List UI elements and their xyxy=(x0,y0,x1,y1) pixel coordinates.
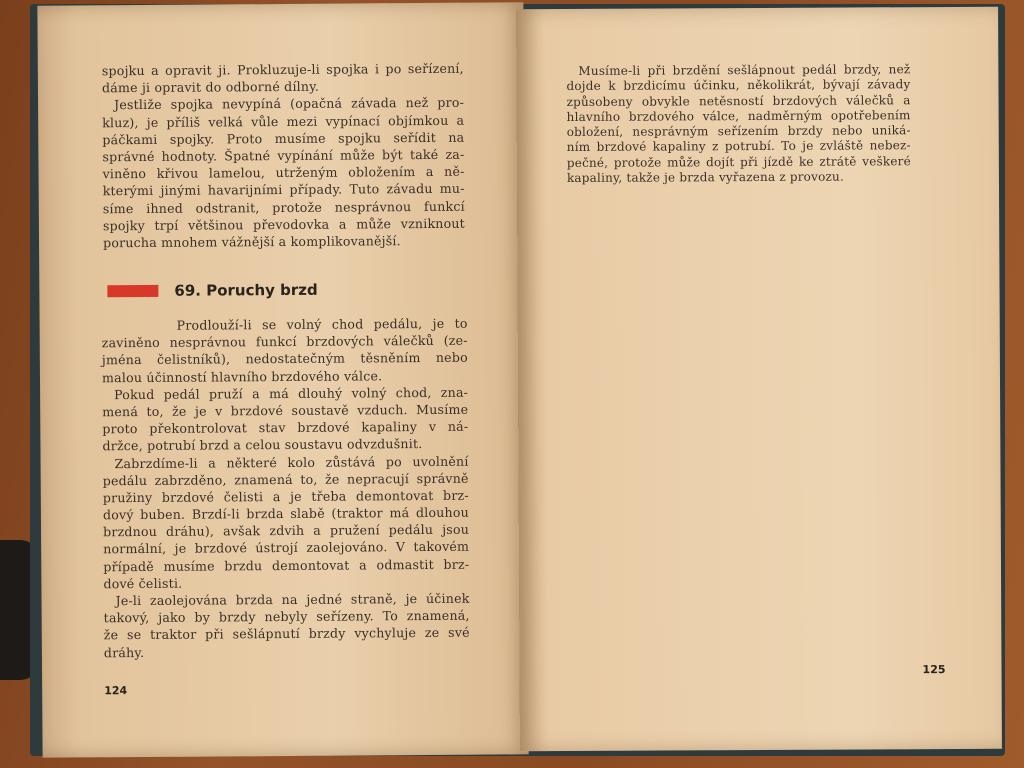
text-line: obložení, nesprávným seřízením brzdy nebo uniká- xyxy=(566,123,911,140)
paragraph xyxy=(103,590,469,661)
section-heading xyxy=(107,281,317,300)
text-line: pružiny brzdové čelisti a je třeba demontovat brz- xyxy=(102,487,469,506)
text-line: spojku a opravit ji. Prokluzuje-li spojka i po seřízení, xyxy=(101,60,464,79)
text-line: dáme ji opravit do odborné dílny. xyxy=(101,78,320,96)
text-line: zaviněno nesprávnou funkcí brzdových válečků (ze- xyxy=(101,332,468,351)
text-line: jména čelistníků), nedostatečným těsněním nebo xyxy=(101,350,468,368)
text-line: kapaliny, takže je brzda vyřazena z provozu. xyxy=(566,169,844,186)
text-line: páčkami spojky. Proto musíme spojku seřídit na xyxy=(102,129,465,148)
text-line: Zabrzdíme-li a některé kolo zůstává po uvolnění xyxy=(114,453,469,471)
text-line: případě musíme brzdu demontovat a odmastit brz- xyxy=(103,556,470,574)
right-text xyxy=(566,62,911,186)
text-line: Musíme-li při brzdění sešlápnout pedál brzdy, než xyxy=(578,62,911,78)
text-line: hlavního brzdového válce, nadměrným opotřebením xyxy=(566,108,911,124)
text-line: proto překontrolovat stav brzdové kapaliny v ná- xyxy=(102,418,469,437)
text-line: takový, jako by brzdy nebyly seřízeny. To znamená, xyxy=(103,607,470,626)
text-line: Jestliže spojka nevypíná (opačná závada než pro- xyxy=(114,95,465,113)
text-line: pedálu zabrzděno, znamená to, že nepracují správně xyxy=(102,470,469,488)
paragraph xyxy=(102,60,464,97)
text-line: brzdnou dráhu), avšak zdvih a pružení pedálu jsou xyxy=(103,521,470,540)
text-line: Je-li zaolejována brzda na jedné straně, je účinek xyxy=(115,590,470,609)
paragraph xyxy=(566,62,911,186)
text-line: spojky trpí většinou převodovka a může vzniknout xyxy=(102,215,465,233)
left-top-text xyxy=(102,60,465,252)
text-line: Pokud pedál pruží a má dlouhý volný chod, zna- xyxy=(114,384,469,402)
text-line: síme ihned odstranit, protože nesprávnou funkcí xyxy=(102,198,465,216)
page-number-right: 125 xyxy=(922,663,946,677)
text-line: kterými jinými havarijními případy. Tuto závadu mu- xyxy=(102,181,465,199)
left-bottom-text xyxy=(102,315,470,661)
text-line: Prodlouží-li se volný chod pedálu, je to xyxy=(176,315,468,333)
text-line: porucha mnohem vážnější a komplikovanější. xyxy=(102,233,401,251)
text-line: držce, potrubí brzd a celou soustavu odvzdušnit. xyxy=(102,436,423,454)
text-line: způsobeny obvykle netěsností brzdových válečků a xyxy=(566,92,911,109)
left-page xyxy=(37,2,528,757)
page-number-left: 124 xyxy=(104,684,128,698)
red-accent-bar xyxy=(107,285,158,297)
text-line: pečné, protože může dojít při jízdě ke ztrátě veškeré xyxy=(566,153,911,170)
text-line: dojde k brzdicímu účinku, několikrát, bývají závady xyxy=(566,77,911,94)
paragraph xyxy=(102,315,468,386)
text-line: ním brzdové kapaliny z potrubí. To je zvláště nebez- xyxy=(566,138,911,155)
text-line: viněno křivou lamelou, utrženým obložením a ně- xyxy=(102,163,465,182)
heading-text: 69. Poruchy brzd xyxy=(174,280,318,300)
text-line: dráhy. xyxy=(103,644,145,660)
text-line: normální, je brzdové ústrojí zaolejováno. V takovém xyxy=(103,539,470,557)
text-line: kluz), je příliš velká vůle mezi vypínací objímkou a xyxy=(102,112,465,130)
text-line: že se traktor při sešlápnutí brzdy vychyluje ze své xyxy=(103,625,470,643)
text-line: správné hodnoty. Špatné vypínání může být také za- xyxy=(102,146,465,165)
text-line: dový buben. Brzdí-li brzda slabě (traktor má dlouhou xyxy=(102,504,469,523)
text-line: dové čelisti. xyxy=(103,575,183,592)
right-page xyxy=(516,7,1002,752)
paragraph xyxy=(103,452,470,592)
text-line: malou účinností hlavního brzdového válce. xyxy=(101,367,383,385)
text-line: mená to, že je v brzdové soustavě vzduch. Musíme xyxy=(102,401,469,420)
paragraph xyxy=(102,383,468,454)
paragraph xyxy=(102,94,465,251)
